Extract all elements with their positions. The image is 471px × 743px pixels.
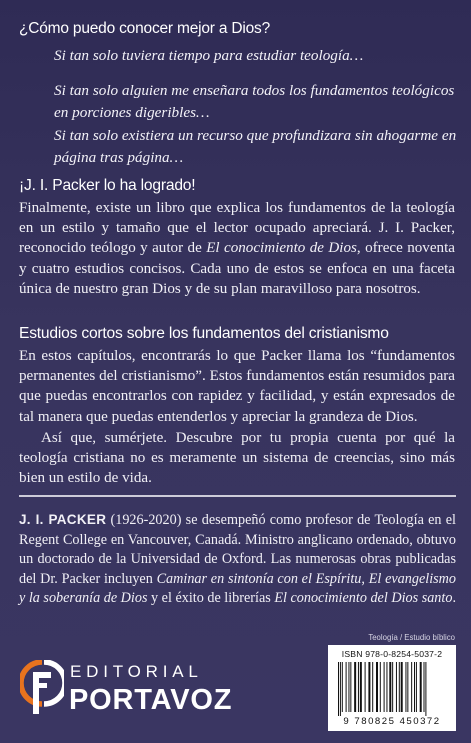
intro-line-3: Si tan solo existiera un recurso que profundizara sin ahogarme en página tras página… — [54, 127, 457, 166]
barcode-bar — [338, 662, 339, 716]
author-name: J. I. PACKER — [19, 512, 107, 527]
barcode-bar — [416, 662, 417, 712]
barcode-bar — [376, 662, 378, 712]
barcode-bar — [425, 662, 426, 716]
barcode-bar — [354, 662, 356, 712]
barcode-bar — [360, 662, 362, 712]
barcode-bar — [411, 662, 412, 712]
barcode-bar — [389, 662, 391, 712]
barcode-bar — [380, 662, 381, 712]
barcode-bar — [342, 662, 343, 712]
barcode-bar — [365, 662, 366, 712]
barcode-bar — [396, 662, 397, 712]
section1-heading: ¡J. I. Packer lo ha logrado! — [19, 177, 196, 194]
barcode-bar — [424, 662, 425, 712]
barcode-bar — [346, 662, 347, 712]
section1-paragraph — [19, 198, 455, 299]
barcode-bar — [420, 662, 422, 712]
barcode-bar — [405, 662, 406, 712]
barcode-bar — [401, 662, 403, 712]
bio-text-2: , — [361, 570, 369, 587]
bio-text-3: y el éxito de librerías — [147, 590, 275, 607]
divider — [19, 495, 456, 497]
barcode-bar — [414, 662, 415, 712]
author-bio — [19, 510, 456, 609]
section2-paragraph-2: Así que, sumérjete. Descubre por tu propia cuenta por qué la teología cristiana no es meramente un sistema de creencias, sino más bien un estilo de vida. — [19, 430, 455, 487]
section1-text-b: , ofrece noventa y cuatro estudios concisos. Cada uno de estos se enfoca en una faceta única de nuestro gran Dios y de su plan maravilloso para nosotros. — [19, 240, 455, 297]
isbn-label: ISBN 978-0-8254-5037-2 — [341, 649, 443, 659]
section1-book-title: El conocimiento de Dios — [206, 240, 357, 257]
section1-text-a: Finalmente, existe un libro que explica los fundamentos de la teología en un estilo y tamaño que el lector ocupado apreciará. J. I. Packer, reconocido teólogo y autor de — [19, 200, 455, 257]
bio-text-1: (1926-2020) se desempeñó como profesor de Teología en el Regent College en Vancouver, Canadá. Ministro anglicano ordenado, obtuvo un doctorado de la Universidad de Oxford. Las numerosas obras publicadas del Dr. Packer incluyen — [19, 512, 456, 587]
barcode-block — [328, 645, 456, 731]
barcode-bar — [372, 662, 373, 712]
barcode-number: 9 780825 450372 — [343, 716, 441, 727]
category-label: Teología / Estudio bíblico — [368, 633, 455, 642]
intro-line-2: Si tan solo alguien me enseñara todos los fundamentos teológicos en porciones digeribles… — [54, 82, 455, 121]
barcode-bar — [358, 662, 359, 712]
intro-question: ¿Cómo puedo conocer mejor a Dios? — [19, 20, 270, 37]
barcode-bar — [399, 662, 400, 712]
section2-heading: Estudios cortos sobre los fundamentos del cristianismo — [19, 325, 389, 342]
publisher-name-line2: PORTAVOZ — [69, 684, 233, 716]
bio-book-1: Caminar en sintonía con el Espíritu — [156, 570, 362, 587]
barcode-bar — [384, 662, 385, 712]
section2-paragraph-1: En estos capítulos, encontrarás lo que Packer llama los “fundamentos permanentes del cristianismo”. Estos fundamentos están resumidos para que puedas encontrarlos con rapidez y facilidad, y están expresados de tal manera que puedas entenderlos y apreciar la grandeza de Dios. — [19, 348, 455, 425]
publisher-name-line1: EDITORIAL — [70, 662, 203, 681]
bio-text-4: . — [452, 590, 456, 607]
intro-line-1: Si tan solo tuviera tiempo para estudiar teología… — [54, 47, 364, 64]
barcode-icon — [336, 662, 448, 716]
portavoz-logo-icon — [20, 660, 64, 716]
barcode-bar — [386, 662, 387, 712]
barcode-bar — [340, 662, 341, 716]
barcode-bar — [392, 662, 393, 712]
barcode-bar — [368, 662, 370, 712]
bio-book-3: El conocimiento del Dios santo — [274, 590, 453, 607]
barcode-bar — [350, 662, 351, 712]
barcode-bar — [407, 662, 408, 712]
barcode-bar — [348, 662, 349, 712]
bio-book-2: El evangelismo y la soberanía de Dios — [19, 570, 457, 607]
